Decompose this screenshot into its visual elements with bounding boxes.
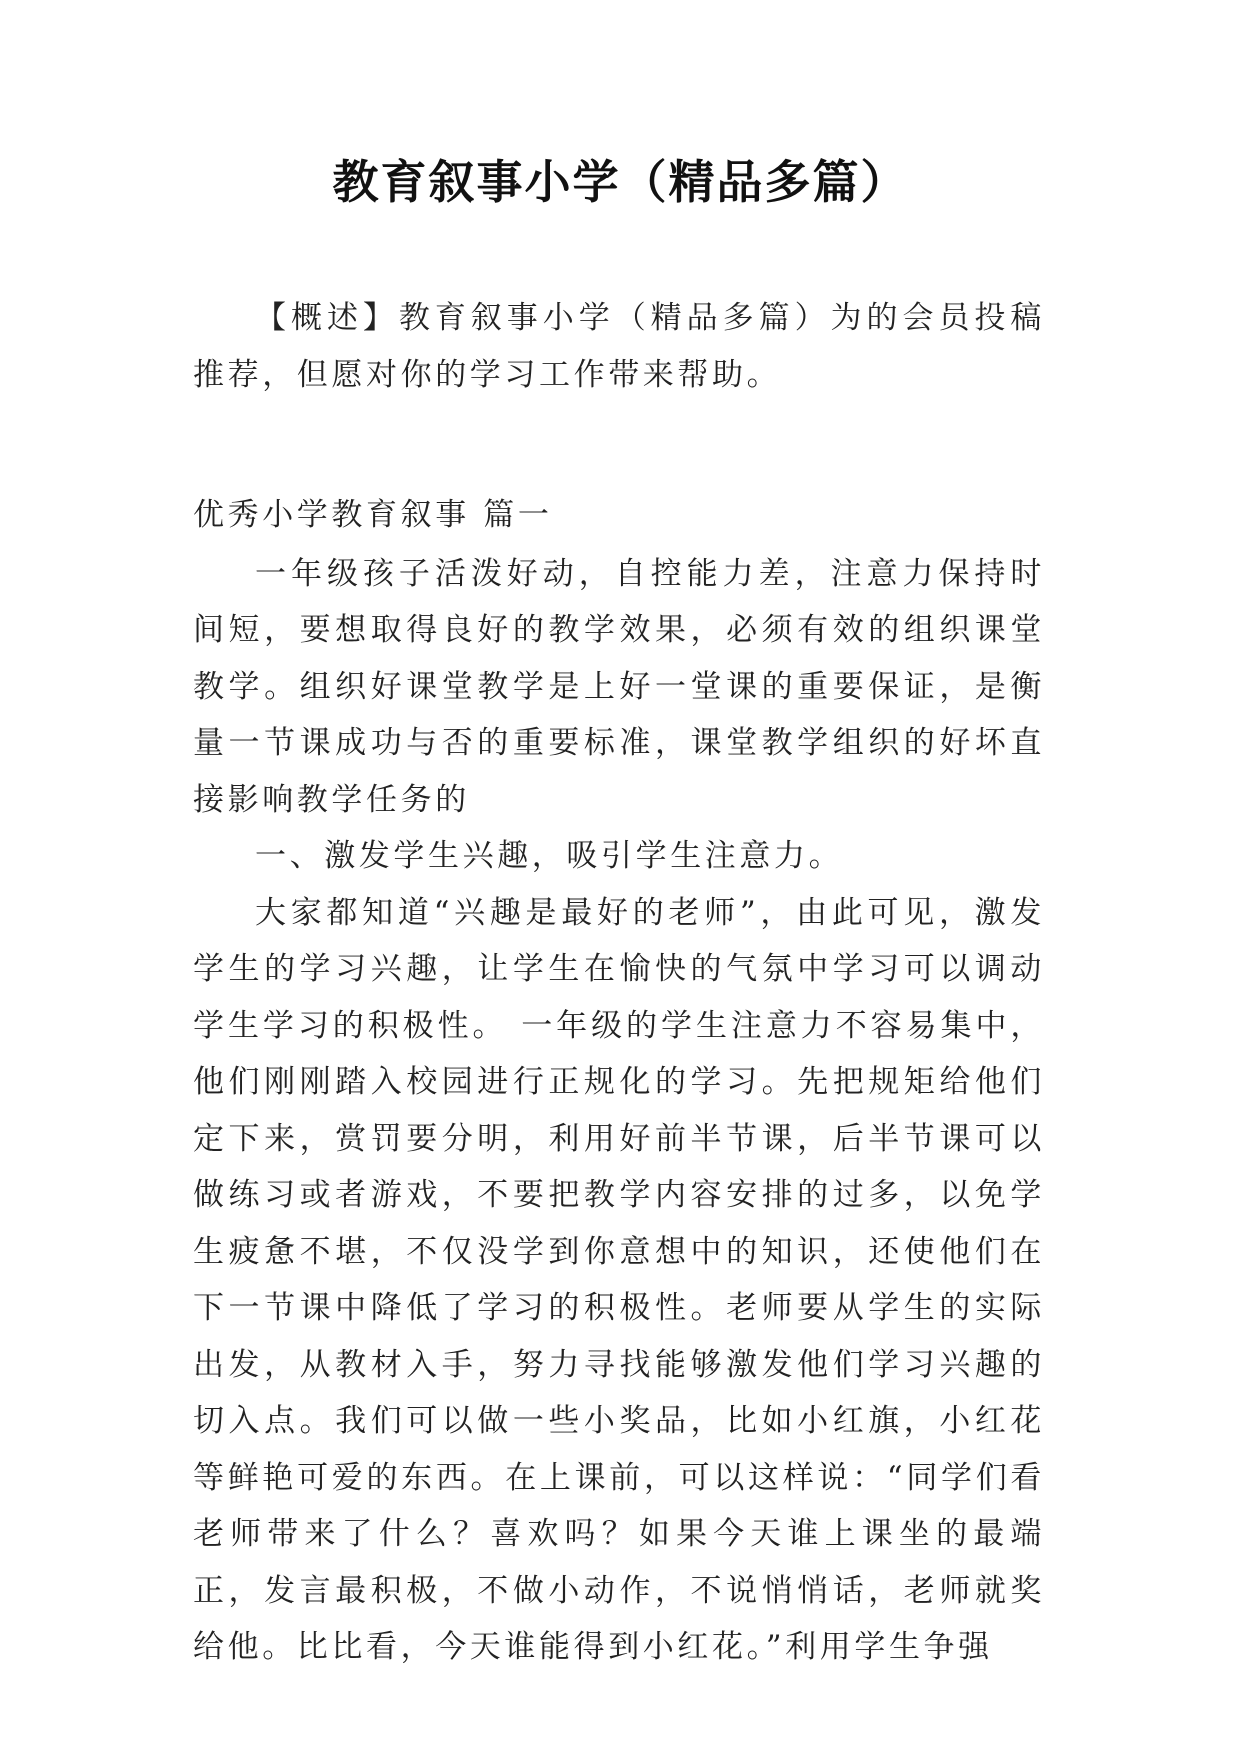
document-title: 教育叙事小学（精品多篇） — [332, 155, 909, 209]
body-paragraph-3: 大家都知道“兴趣是最好的老师”，由此可见，激发学生的学习兴趣，让学生在愉快的气氛中学习可以调动学生学习的积极性。 一年级的学生注意力不容易集中，他们刚刚踏入校园进行正规化的学习。先把规矩给他们定下来，赏罚要分明，利用好前半节课，后半节课可以做练习或者游戏，不要把教学内容安排的过多，以免学生疲惫不堪，不仅没学到你意想中的知识，还使他们在下一节课中降低了学习的积极性。老师要从学生的实际出发，从教材入手，努力寻找能够激发他们学习兴趣的切入点。我们可以做一些小奖品，比如小红旗，小红花等鲜艳可爱的东西。在上课前，可以这样说：“同学们看老师带来了什么？喜欢吗？如果今天谁上课坐的最端正，发言最积极，不做小动作，不说悄悄话，老师就奖给他。比比看，今天谁能得到小红花。”利用学生争强 — [193, 894, 1045, 1665]
body-paragraph-2: 一、激发学生兴趣，吸引学生注意力。 — [255, 838, 844, 874]
summary-paragraph: 【概述】教育叙事小学（精品多篇）为的会员投稿推荐，但愿对你的学习工作带来帮助。 — [193, 300, 1045, 393]
document-body — [193, 290, 1045, 1676]
body-paragraph-1: 一年级孩子活泼好动，自控能力差，注意力保持时间短，要想取得良好的教学效果，必须有效的组织课堂教学。组织好课堂教学是上好一堂课的重要保证，是衡量一节课成功与否的重要标准，课堂教学组织的好坏直接影响教学任务的 — [193, 555, 1045, 818]
section-heading: 优秀小学教育叙事 篇一 — [193, 497, 553, 533]
